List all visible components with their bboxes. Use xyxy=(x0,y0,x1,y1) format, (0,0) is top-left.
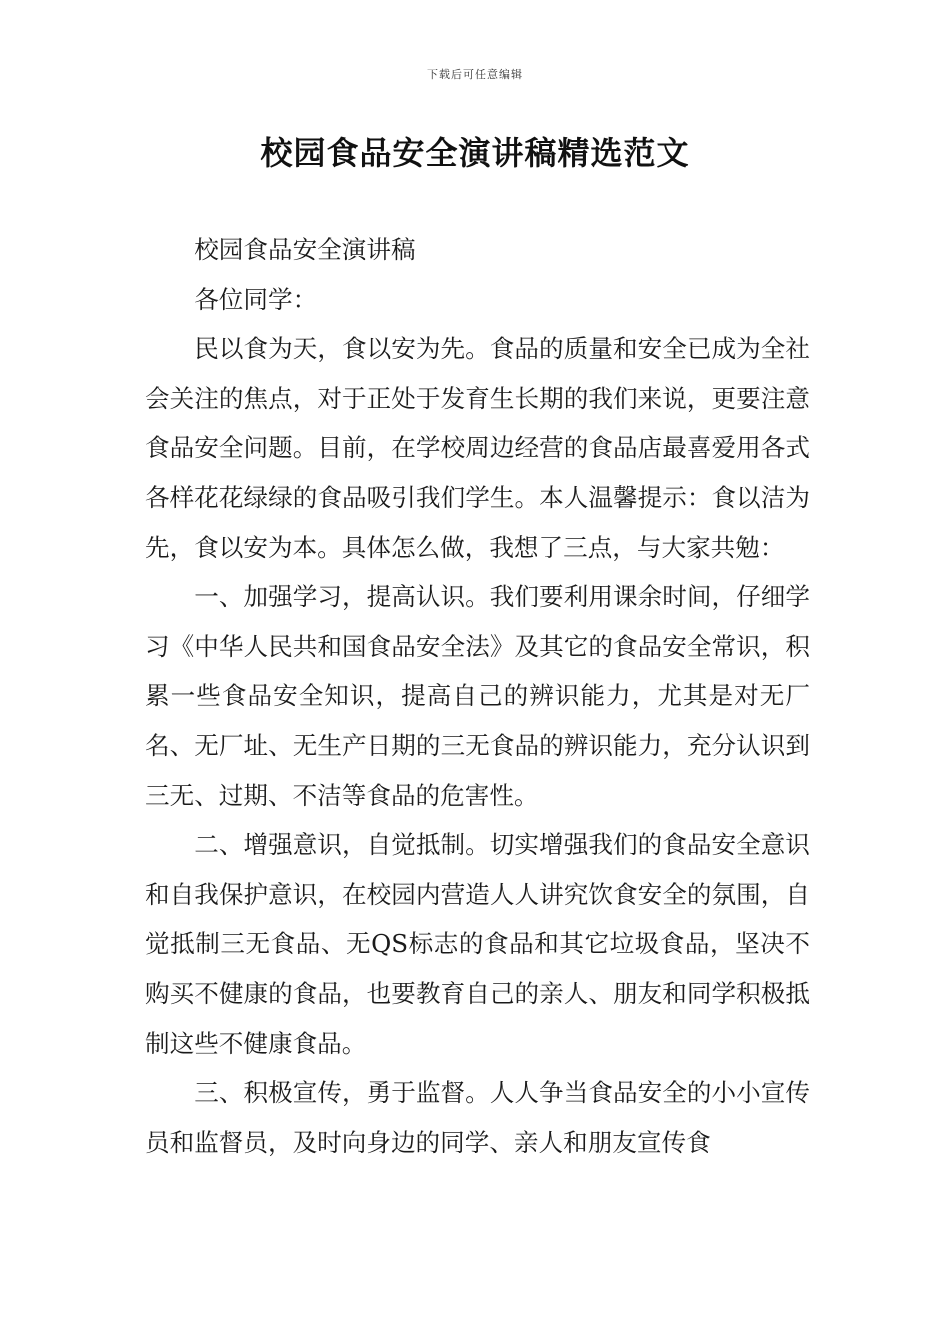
body-paragraph: 一、加强学习，提高认识。我们要利用课余时间，仔细学习《中华人民共和国食品安全法》及其它的食品安全常识，积累一些食品安全知识，提高自己的辨识能力，尤其是对无厂名、无厂址、无生产日期的三无食品的辨识能力，充分认识到三无、过期、不洁等食品的危害性。 xyxy=(145,582,810,810)
document-body xyxy=(145,225,810,1167)
document-title: 校园食品安全演讲稿精选范文 xyxy=(260,134,690,172)
subtitle-paragraph: 校园食品安全演讲稿 xyxy=(194,235,416,264)
body-paragraph: 二、增强意识，自觉抵制。切实增强我们的食品安全意识和自我保护意识，在校园内营造人人讲究饮食安全的氛围，自觉抵制三无食品、无QS标志的食品和其它垃圾食品，坚决不购买不健康的食品，也要教育自己的亲人、朋友和同学积极抵制这些不健康食品。 xyxy=(145,830,810,1058)
greeting-paragraph: 各位同学： xyxy=(194,284,318,314)
header-note: 下载后可任意编辑 xyxy=(427,68,523,81)
body-paragraph: 三、积极宣传，勇于监督。人人争当食品安全的小小宣传员和监督员，及时向身边的同学、亲人和朋友宣传食 xyxy=(145,1078,810,1157)
body-paragraph: 民以食为天，食以安为先。食品的质量和安全已成为全社会关注的焦点，对于正处于发育生长期的我们来说，更要注意食品安全问题。目前，在学校周边经营的食品店最喜爱用各式各样花花绿绿的食品吸引我们学生。本人温馨提示：食以洁为先，食以安为本。具体怎么做，我想了三点，与大家共勉： xyxy=(145,334,810,562)
